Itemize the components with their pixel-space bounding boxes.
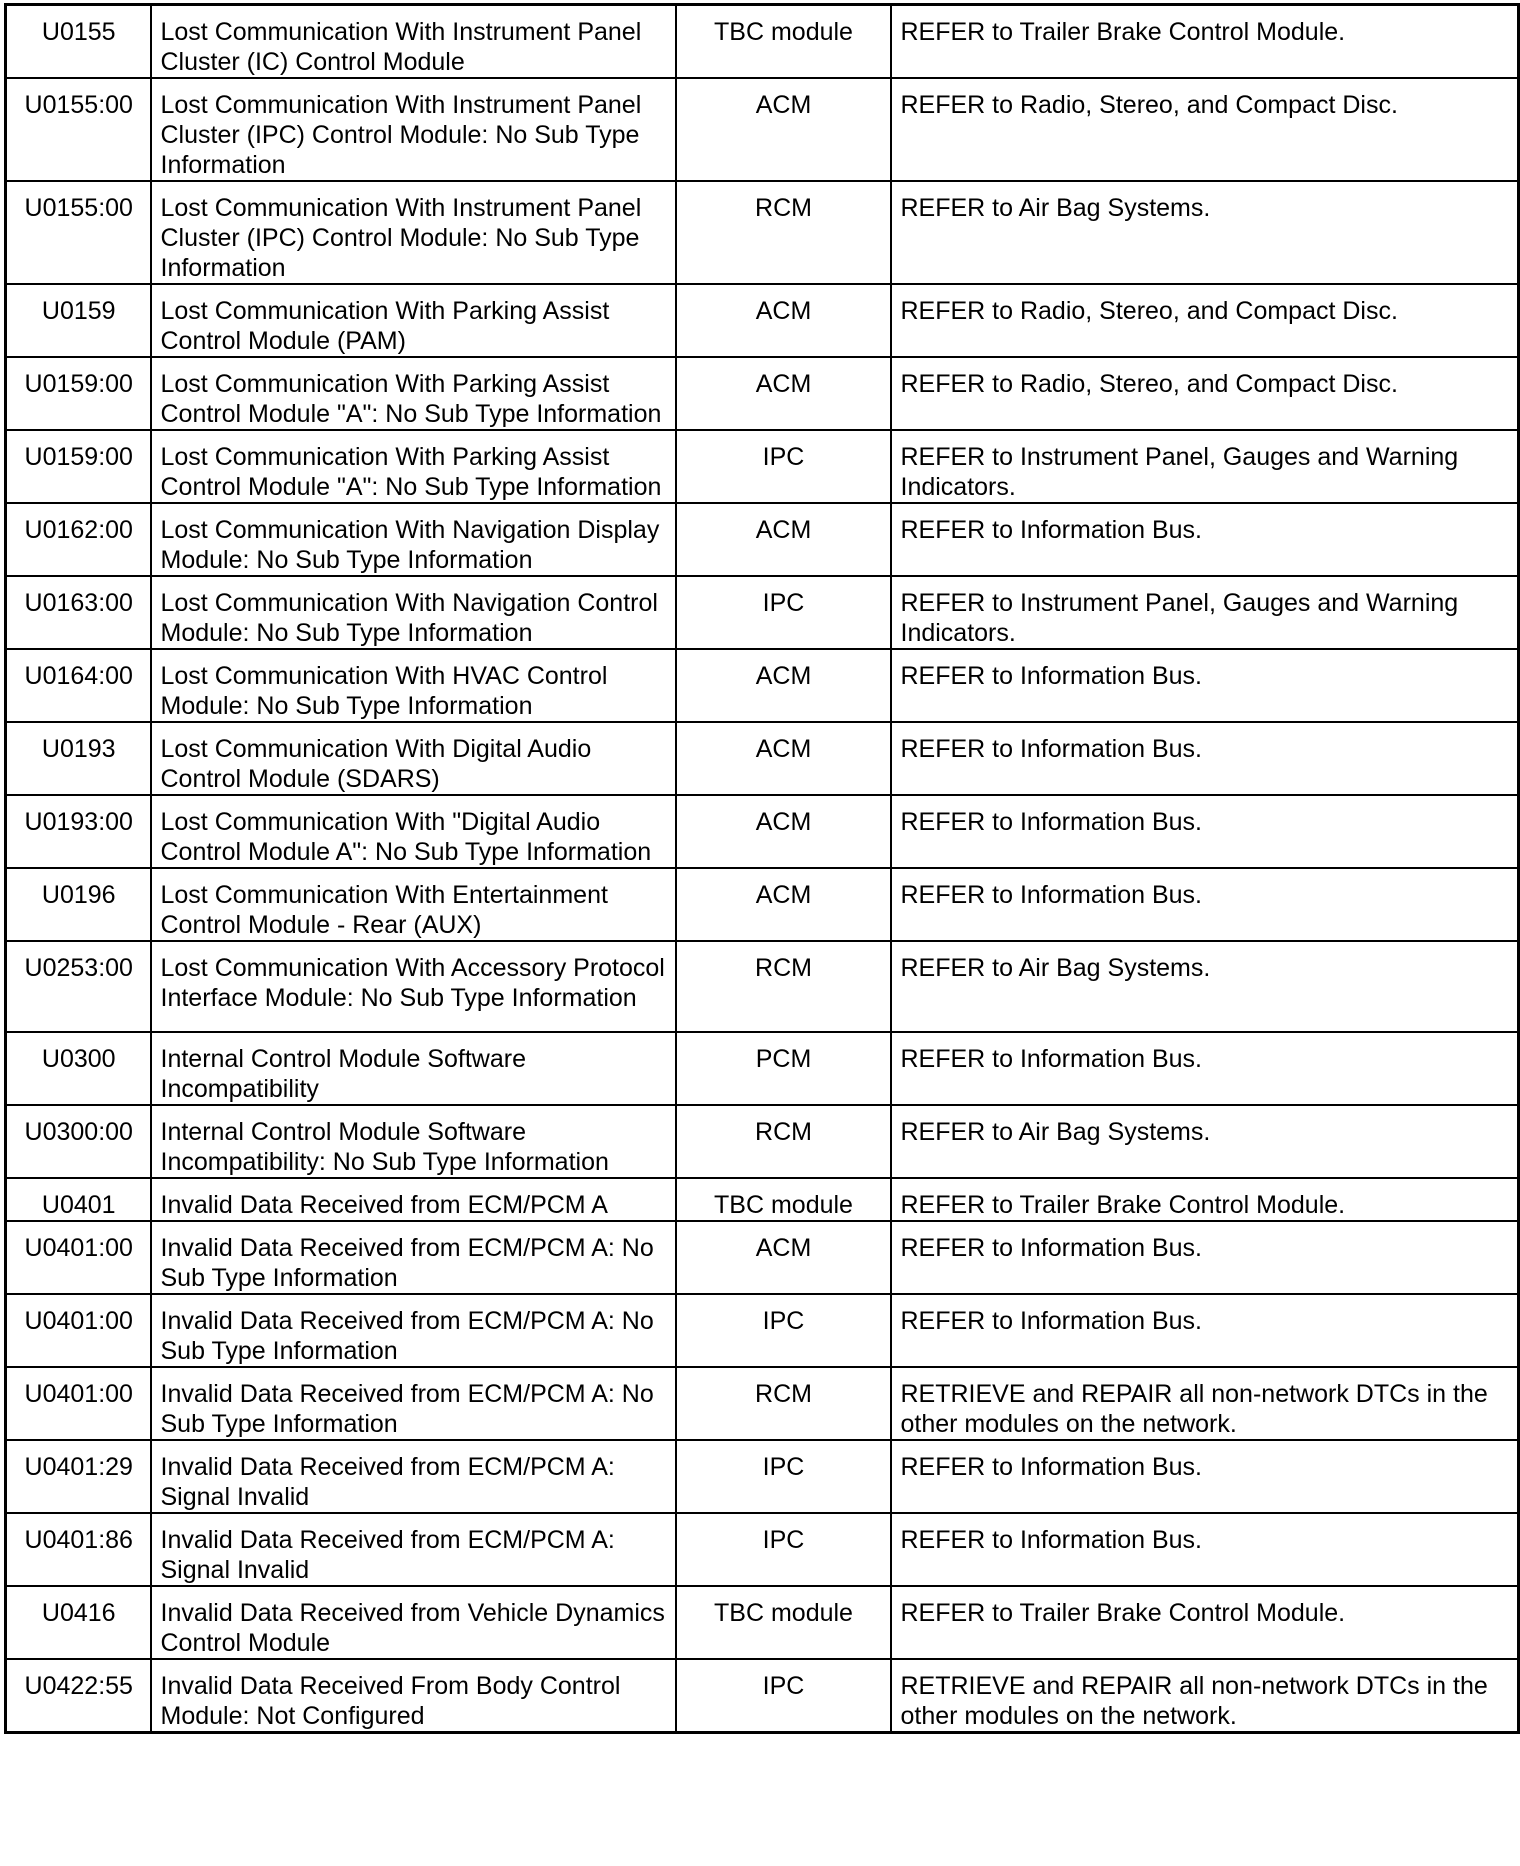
dtc-description: Lost Communication With Instrument Panel Cluster (IPC) Control Module: No Sub Type Information: [151, 181, 676, 284]
dtc-description: Lost Communication With Accessory Protocol Interface Module: No Sub Type Information: [151, 941, 676, 1032]
dtc-code: U0163:00: [6, 576, 151, 649]
dtc-description: Internal Control Module Software Incompatibility: [151, 1032, 676, 1105]
dtc-table: [4, 3, 1520, 1734]
table-row: [6, 430, 1519, 503]
table-row: [6, 503, 1519, 576]
dtc-code: U0300: [6, 1032, 151, 1105]
dtc-action: REFER to Trailer Brake Control Module.: [891, 1586, 1519, 1659]
dtc-module: ACM: [676, 78, 891, 181]
table-row: [6, 1221, 1519, 1294]
dtc-module: IPC: [676, 430, 891, 503]
dtc-action: REFER to Information Bus.: [891, 503, 1519, 576]
dtc-code: U0401:29: [6, 1440, 151, 1513]
dtc-action: REFER to Information Bus.: [891, 1513, 1519, 1586]
dtc-code: U0401: [6, 1178, 151, 1221]
dtc-module: ACM: [676, 357, 891, 430]
dtc-description: Lost Communication With Navigation Display Module: No Sub Type Information: [151, 503, 676, 576]
dtc-action: REFER to Radio, Stereo, and Compact Disc.: [891, 284, 1519, 357]
dtc-action: REFER to Radio, Stereo, and Compact Disc.: [891, 357, 1519, 430]
dtc-module: PCM: [676, 1032, 891, 1105]
table-row: [6, 1032, 1519, 1105]
table-row: [6, 284, 1519, 357]
dtc-code: U0159: [6, 284, 151, 357]
table-row: [6, 941, 1519, 1032]
dtc-module: ACM: [676, 795, 891, 868]
dtc-description: Invalid Data Received from ECM/PCM A: Signal Invalid: [151, 1513, 676, 1586]
dtc-description: Internal Control Module Software Incompatibility: No Sub Type Information: [151, 1105, 676, 1178]
table-row: [6, 1178, 1519, 1221]
dtc-action: REFER to Information Bus.: [891, 649, 1519, 722]
table-row: [6, 1294, 1519, 1367]
dtc-description: Lost Communication With Parking Assist Control Module (PAM): [151, 284, 676, 357]
dtc-action: REFER to Trailer Brake Control Module.: [891, 5, 1519, 79]
dtc-code: U0162:00: [6, 503, 151, 576]
dtc-module: ACM: [676, 868, 891, 941]
dtc-module: TBC module: [676, 1586, 891, 1659]
dtc-action: REFER to Information Bus.: [891, 1221, 1519, 1294]
table-row: [6, 1659, 1519, 1733]
dtc-module: ACM: [676, 649, 891, 722]
dtc-description: Invalid Data Received from ECM/PCM A: No Sub Type Information: [151, 1221, 676, 1294]
dtc-code: U0193:00: [6, 795, 151, 868]
dtc-action: REFER to Instrument Panel, Gauges and Warning Indicators.: [891, 430, 1519, 503]
dtc-action: RETRIEVE and REPAIR all non-network DTCs in the other modules on the network.: [891, 1367, 1519, 1440]
dtc-module: ACM: [676, 722, 891, 795]
dtc-action: REFER to Trailer Brake Control Module.: [891, 1178, 1519, 1221]
dtc-description: Invalid Data Received from ECM/PCM A: [151, 1178, 676, 1221]
dtc-action: REFER to Air Bag Systems.: [891, 181, 1519, 284]
dtc-description: Lost Communication With Digital Audio Control Module (SDARS): [151, 722, 676, 795]
dtc-module: TBC module: [676, 1178, 891, 1221]
dtc-action: RETRIEVE and REPAIR all non-network DTCs in the other modules on the network.: [891, 1659, 1519, 1733]
table-row: [6, 795, 1519, 868]
dtc-code: U0193: [6, 722, 151, 795]
dtc-action: REFER to Air Bag Systems.: [891, 1105, 1519, 1178]
dtc-action: REFER to Instrument Panel, Gauges and Warning Indicators.: [891, 576, 1519, 649]
table-row: [6, 357, 1519, 430]
dtc-module: IPC: [676, 1513, 891, 1586]
table-row: [6, 649, 1519, 722]
dtc-description: Lost Communication With Parking Assist Control Module "A": No Sub Type Information: [151, 357, 676, 430]
dtc-module: RCM: [676, 1105, 891, 1178]
dtc-action: REFER to Radio, Stereo, and Compact Disc.: [891, 78, 1519, 181]
dtc-module: RCM: [676, 1367, 891, 1440]
dtc-code: U0300:00: [6, 1105, 151, 1178]
dtc-code: U0422:55: [6, 1659, 151, 1733]
dtc-description: Invalid Data Received from ECM/PCM A: Signal Invalid: [151, 1440, 676, 1513]
dtc-module: IPC: [676, 576, 891, 649]
dtc-code: U0159:00: [6, 430, 151, 503]
table-row: [6, 722, 1519, 795]
dtc-description: Invalid Data Received from ECM/PCM A: No Sub Type Information: [151, 1294, 676, 1367]
dtc-code: U0159:00: [6, 357, 151, 430]
dtc-description: Lost Communication With Instrument Panel Cluster (IC) Control Module: [151, 5, 676, 79]
dtc-module: IPC: [676, 1659, 891, 1733]
dtc-table-body: [6, 5, 1519, 1733]
dtc-module: ACM: [676, 503, 891, 576]
dtc-action: REFER to Information Bus.: [891, 722, 1519, 795]
dtc-code: U0401:00: [6, 1367, 151, 1440]
dtc-code: U0155:00: [6, 181, 151, 284]
dtc-action: REFER to Information Bus.: [891, 1440, 1519, 1513]
dtc-code: U0164:00: [6, 649, 151, 722]
dtc-description: Lost Communication With Instrument Panel Cluster (IPC) Control Module: No Sub Type Information: [151, 78, 676, 181]
table-row: [6, 78, 1519, 181]
dtc-code: U0401:86: [6, 1513, 151, 1586]
table-row: [6, 181, 1519, 284]
dtc-description: Lost Communication With HVAC Control Module: No Sub Type Information: [151, 649, 676, 722]
dtc-module: TBC module: [676, 5, 891, 79]
table-row: [6, 1105, 1519, 1178]
dtc-code: U0416: [6, 1586, 151, 1659]
table-row: [6, 1586, 1519, 1659]
dtc-module: RCM: [676, 181, 891, 284]
dtc-module: ACM: [676, 284, 891, 357]
dtc-action: REFER to Information Bus.: [891, 1294, 1519, 1367]
dtc-code: U0401:00: [6, 1294, 151, 1367]
dtc-code: U0253:00: [6, 941, 151, 1032]
table-row: [6, 576, 1519, 649]
dtc-description: Invalid Data Received from ECM/PCM A: No Sub Type Information: [151, 1367, 676, 1440]
dtc-description: Invalid Data Received From Body Control Module: Not Configured: [151, 1659, 676, 1733]
dtc-module: IPC: [676, 1440, 891, 1513]
dtc-description: Invalid Data Received from Vehicle Dynamics Control Module: [151, 1586, 676, 1659]
table-row: [6, 1367, 1519, 1440]
dtc-module: IPC: [676, 1294, 891, 1367]
dtc-code: U0401:00: [6, 1221, 151, 1294]
dtc-description: Lost Communication With Navigation Control Module: No Sub Type Information: [151, 576, 676, 649]
dtc-action: REFER to Information Bus.: [891, 1032, 1519, 1105]
dtc-action: REFER to Air Bag Systems.: [891, 941, 1519, 1032]
dtc-module: ACM: [676, 1221, 891, 1294]
dtc-code: U0155: [6, 5, 151, 79]
dtc-action: REFER to Information Bus.: [891, 868, 1519, 941]
dtc-code: U0196: [6, 868, 151, 941]
table-row: [6, 1440, 1519, 1513]
dtc-action: REFER to Information Bus.: [891, 795, 1519, 868]
table-row: [6, 5, 1519, 79]
dtc-description: Lost Communication With "Digital Audio Control Module A": No Sub Type Information: [151, 795, 676, 868]
table-row: [6, 868, 1519, 941]
dtc-code: U0155:00: [6, 78, 151, 181]
table-row: [6, 1513, 1519, 1586]
dtc-module: RCM: [676, 941, 891, 1032]
dtc-description: Lost Communication With Parking Assist Control Module "A": No Sub Type Information: [151, 430, 676, 503]
dtc-description: Lost Communication With Entertainment Control Module - Rear (AUX): [151, 868, 676, 941]
